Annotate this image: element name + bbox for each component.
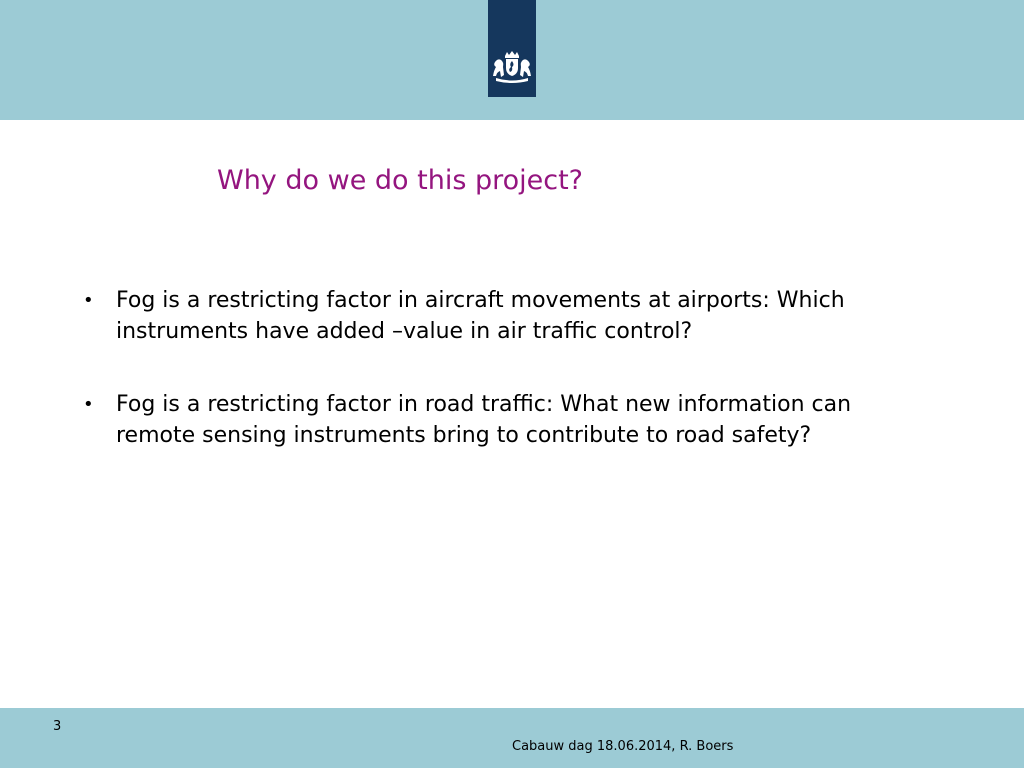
slide-title: Why do we do this project? — [217, 165, 584, 196]
bullet-marker: • — [83, 394, 94, 415]
footer-credit: Cabauw dag 18.06.2014, R. Boers — [512, 739, 734, 754]
government-logo — [488, 0, 536, 97]
bullet-item — [80, 389, 910, 451]
bullet-item — [80, 285, 910, 347]
slide-number: 3 — [53, 719, 62, 734]
bullet-list — [80, 285, 910, 451]
footer-band — [0, 708, 1024, 768]
header-band — [0, 0, 1024, 120]
bullet-text: Fog is a restricting factor in road traffic: What new information can remote sensing instruments bring to contribute to road safety? — [116, 392, 852, 448]
bullet-text: Fog is a restricting factor in aircraft movements at airports: Which instruments have added –value in air traffic control? — [116, 288, 845, 344]
bullet-marker: • — [83, 290, 94, 311]
dutch-government-coat-of-arms-icon — [490, 50, 534, 84]
